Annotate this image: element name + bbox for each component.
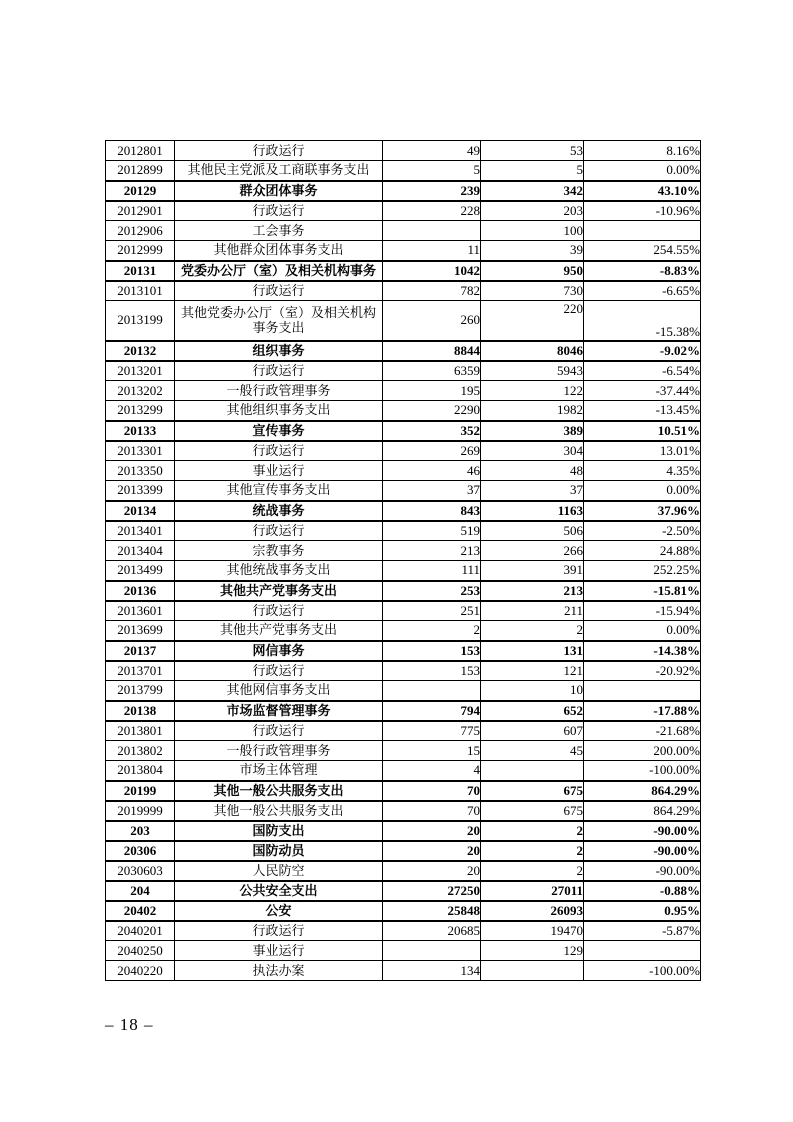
cell-value-current: 2 — [481, 841, 584, 861]
cell-value-current: 391 — [481, 561, 584, 581]
budget-table-body — [106, 141, 701, 981]
cell-value-current: 27011 — [481, 881, 584, 901]
cell-name: 行政运行 — [175, 661, 383, 681]
table-row — [106, 201, 701, 221]
cell-code: 2012999 — [106, 241, 175, 261]
cell-change-pct: 254.55% — [584, 241, 701, 261]
table-row — [106, 881, 701, 901]
cell-change-pct: -9.02% — [584, 341, 701, 361]
cell-change-pct: -17.88% — [584, 701, 701, 721]
cell-code: 2040250 — [106, 941, 175, 961]
cell-value-current: 5 — [481, 161, 584, 181]
cell-value-current: 652 — [481, 701, 584, 721]
table-row — [106, 601, 701, 621]
table-row — [106, 261, 701, 281]
budget-table — [105, 140, 701, 981]
cell-code: 20134 — [106, 501, 175, 521]
table-row — [106, 521, 701, 541]
cell-value-prev: 213 — [383, 541, 481, 561]
cell-change-pct: 4.35% — [584, 461, 701, 481]
cell-name: 事业运行 — [175, 461, 383, 481]
cell-change-pct: 8.16% — [584, 141, 701, 161]
table-row — [106, 141, 701, 161]
cell-code: 2013799 — [106, 681, 175, 701]
cell-value-prev: 239 — [383, 181, 481, 201]
cell-change-pct: -0.88% — [584, 881, 701, 901]
cell-value-current: 2 — [481, 861, 584, 881]
cell-value-prev: 25848 — [383, 901, 481, 921]
cell-code: 20136 — [106, 581, 175, 601]
cell-value-prev: 37 — [383, 481, 481, 501]
table-row — [106, 481, 701, 501]
cell-name: 其他党委办公厅（室）及相关机构事务支出 — [175, 301, 383, 341]
cell-change-pct: -15.94% — [584, 601, 701, 621]
cell-value-prev: 5 — [383, 161, 481, 181]
cell-change-pct: 0.00% — [584, 161, 701, 181]
cell-name: 市场主体管理 — [175, 761, 383, 781]
cell-value-prev: 253 — [383, 581, 481, 601]
cell-code: 2030603 — [106, 861, 175, 881]
cell-name: 行政运行 — [175, 601, 383, 621]
cell-code: 20402 — [106, 901, 175, 921]
cell-value-current: 48 — [481, 461, 584, 481]
cell-name: 一般行政管理事务 — [175, 381, 383, 401]
table-row — [106, 701, 701, 721]
cell-value-current: 2 — [481, 621, 584, 641]
cell-value-current: 37 — [481, 481, 584, 501]
cell-change-pct: -6.54% — [584, 361, 701, 381]
cell-value-prev: 195 — [383, 381, 481, 401]
cell-value-current: 39 — [481, 241, 584, 261]
cell-code: 20129 — [106, 181, 175, 201]
table-row — [106, 621, 701, 641]
cell-value-current: 131 — [481, 641, 584, 661]
cell-change-pct: -90.00% — [584, 841, 701, 861]
cell-code: 20133 — [106, 421, 175, 441]
cell-change-pct: -6.65% — [584, 281, 701, 301]
table-row — [106, 401, 701, 421]
table-row — [106, 161, 701, 181]
cell-change-pct: 10.51% — [584, 421, 701, 441]
cell-value-current: 19470 — [481, 921, 584, 941]
cell-value-current: 506 — [481, 521, 584, 541]
cell-value-prev: 20 — [383, 821, 481, 841]
cell-value-prev: 228 — [383, 201, 481, 221]
cell-value-prev: 260 — [383, 301, 481, 341]
cell-code: 20137 — [106, 641, 175, 661]
cell-value-prev — [383, 681, 481, 701]
cell-change-pct: -15.81% — [584, 581, 701, 601]
cell-code: 2013699 — [106, 621, 175, 641]
cell-value-prev: 46 — [383, 461, 481, 481]
cell-change-pct: -5.87% — [584, 921, 701, 941]
cell-value-current: 266 — [481, 541, 584, 561]
cell-value-current: 213 — [481, 581, 584, 601]
cell-value-current: 342 — [481, 181, 584, 201]
cell-name: 宗教事务 — [175, 541, 383, 561]
cell-change-pct: -8.83% — [584, 261, 701, 281]
cell-change-pct: 37.96% — [584, 501, 701, 521]
cell-value-prev: 134 — [383, 961, 481, 981]
table-row — [106, 761, 701, 781]
table-row — [106, 241, 701, 261]
table-row — [106, 781, 701, 801]
table-row — [106, 441, 701, 461]
page-number: – 18 – — [105, 1015, 154, 1034]
cell-value-current: 950 — [481, 261, 584, 281]
cell-name: 其他共产党事务支出 — [175, 621, 383, 641]
cell-value-prev — [383, 941, 481, 961]
cell-name: 市场监督管理事务 — [175, 701, 383, 721]
table-row — [106, 681, 701, 701]
cell-value-prev: 20 — [383, 861, 481, 881]
cell-value-prev: 269 — [383, 441, 481, 461]
cell-value-current: 45 — [481, 741, 584, 761]
cell-code: 2013101 — [106, 281, 175, 301]
cell-value-prev: 775 — [383, 721, 481, 741]
cell-code: 2013399 — [106, 481, 175, 501]
cell-name: 公安 — [175, 901, 383, 921]
cell-code: 2013499 — [106, 561, 175, 581]
cell-value-current: 730 — [481, 281, 584, 301]
cell-change-pct: -2.50% — [584, 521, 701, 541]
cell-change-pct: -90.00% — [584, 861, 701, 881]
cell-value-current: 304 — [481, 441, 584, 461]
cell-name: 其他一般公共服务支出 — [175, 781, 383, 801]
cell-value-current: 2 — [481, 821, 584, 841]
cell-change-pct: 252.25% — [584, 561, 701, 581]
cell-value-prev: 6359 — [383, 361, 481, 381]
cell-name: 工会事务 — [175, 221, 383, 241]
cell-change-pct — [584, 221, 701, 241]
cell-value-prev: 251 — [383, 601, 481, 621]
cell-code: 2013199 — [106, 301, 175, 341]
cell-code: 2013350 — [106, 461, 175, 481]
cell-name: 行政运行 — [175, 281, 383, 301]
cell-name: 其他一般公共服务支出 — [175, 801, 383, 821]
cell-value-prev: 49 — [383, 141, 481, 161]
table-row — [106, 841, 701, 861]
cell-value-current: 675 — [481, 801, 584, 821]
cell-name: 人民防空 — [175, 861, 383, 881]
cell-value-current: 675 — [481, 781, 584, 801]
cell-name: 统战事务 — [175, 501, 383, 521]
cell-code: 20199 — [106, 781, 175, 801]
cell-code: 2012899 — [106, 161, 175, 181]
cell-value-prev: 1042 — [383, 261, 481, 281]
table-row — [106, 341, 701, 361]
table-row — [106, 741, 701, 761]
table-row — [106, 941, 701, 961]
table-row — [106, 501, 701, 521]
cell-change-pct: 0.00% — [584, 481, 701, 501]
cell-name: 行政运行 — [175, 721, 383, 741]
cell-name: 其他宣传事务支出 — [175, 481, 383, 501]
table-row — [106, 361, 701, 381]
cell-name: 行政运行 — [175, 361, 383, 381]
cell-change-pct: 24.88% — [584, 541, 701, 561]
cell-value-current: 122 — [481, 381, 584, 401]
cell-change-pct: -100.00% — [584, 961, 701, 981]
cell-code: 2040201 — [106, 921, 175, 941]
cell-value-prev: 794 — [383, 701, 481, 721]
cell-code: 2019999 — [106, 801, 175, 821]
cell-value-current: 5943 — [481, 361, 584, 381]
cell-value-current — [481, 961, 584, 981]
cell-value-prev: 2 — [383, 621, 481, 641]
cell-code: 2013601 — [106, 601, 175, 621]
cell-change-pct — [584, 941, 701, 961]
cell-value-prev: 15 — [383, 741, 481, 761]
table-row — [106, 181, 701, 201]
cell-value-current: 8046 — [481, 341, 584, 361]
table-row — [106, 541, 701, 561]
cell-name: 行政运行 — [175, 141, 383, 161]
cell-value-current: 100 — [481, 221, 584, 241]
cell-change-pct: 0.95% — [584, 901, 701, 921]
table-row — [106, 381, 701, 401]
cell-code: 2012801 — [106, 141, 175, 161]
cell-name: 宣传事务 — [175, 421, 383, 441]
cell-value-prev: 153 — [383, 641, 481, 661]
cell-name: 其他组织事务支出 — [175, 401, 383, 421]
cell-value-current: 129 — [481, 941, 584, 961]
table-row — [106, 561, 701, 581]
cell-value-current: 1982 — [481, 401, 584, 421]
table-row — [106, 921, 701, 941]
cell-name: 网信事务 — [175, 641, 383, 661]
cell-name: 行政运行 — [175, 921, 383, 941]
cell-code: 2013801 — [106, 721, 175, 741]
cell-name: 其他共产党事务支出 — [175, 581, 383, 601]
cell-value-prev: 519 — [383, 521, 481, 541]
cell-code: 2012901 — [106, 201, 175, 221]
cell-code: 20138 — [106, 701, 175, 721]
cell-value-prev: 153 — [383, 661, 481, 681]
cell-value-prev: 70 — [383, 781, 481, 801]
cell-value-prev: 2290 — [383, 401, 481, 421]
cell-code: 2013804 — [106, 761, 175, 781]
cell-name: 其他群众团体事务支出 — [175, 241, 383, 261]
cell-change-pct: -14.38% — [584, 641, 701, 661]
cell-value-prev: 782 — [383, 281, 481, 301]
cell-change-pct: 200.00% — [584, 741, 701, 761]
cell-value-current: 10 — [481, 681, 584, 701]
cell-code: 2013301 — [106, 441, 175, 461]
cell-code: 2013201 — [106, 361, 175, 381]
cell-name: 行政运行 — [175, 201, 383, 221]
cell-change-pct: -13.45% — [584, 401, 701, 421]
cell-value-prev: 843 — [383, 501, 481, 521]
cell-code: 203 — [106, 821, 175, 841]
cell-name: 公共安全支出 — [175, 881, 383, 901]
cell-change-pct: -100.00% — [584, 761, 701, 781]
cell-value-prev: 8844 — [383, 341, 481, 361]
cell-code: 2013701 — [106, 661, 175, 681]
cell-name: 一般行政管理事务 — [175, 741, 383, 761]
cell-value-prev: 70 — [383, 801, 481, 821]
cell-value-current: 53 — [481, 141, 584, 161]
cell-value-prev: 111 — [383, 561, 481, 581]
cell-name: 国防动员 — [175, 841, 383, 861]
cell-code: 204 — [106, 881, 175, 901]
cell-change-pct: 0.00% — [584, 621, 701, 641]
cell-change-pct: 864.29% — [584, 801, 701, 821]
table-row — [106, 421, 701, 441]
cell-code: 20132 — [106, 341, 175, 361]
cell-value-prev: 4 — [383, 761, 481, 781]
cell-code: 2013202 — [106, 381, 175, 401]
cell-change-pct: -37.44% — [584, 381, 701, 401]
cell-name: 事业运行 — [175, 941, 383, 961]
cell-change-pct: 864.29% — [584, 781, 701, 801]
cell-name: 执法办案 — [175, 961, 383, 981]
cell-code: 2013404 — [106, 541, 175, 561]
table-row — [106, 721, 701, 741]
table-row — [106, 821, 701, 841]
cell-value-prev: 20 — [383, 841, 481, 861]
cell-name: 行政运行 — [175, 441, 383, 461]
table-row — [106, 861, 701, 881]
cell-name: 党委办公厅（室）及相关机构事务 — [175, 261, 383, 281]
cell-change-pct: -21.68% — [584, 721, 701, 741]
cell-value-current: 26093 — [481, 901, 584, 921]
cell-value-current: 220 — [481, 301, 584, 341]
cell-name: 行政运行 — [175, 521, 383, 541]
cell-value-prev — [383, 221, 481, 241]
cell-name: 群众团体事务 — [175, 181, 383, 201]
cell-code: 20131 — [106, 261, 175, 281]
cell-code: 2040220 — [106, 961, 175, 981]
cell-code: 2012906 — [106, 221, 175, 241]
table-row — [106, 801, 701, 821]
table-row — [106, 901, 701, 921]
cell-value-prev: 352 — [383, 421, 481, 441]
cell-value-current: 211 — [481, 601, 584, 621]
cell-value-current: 389 — [481, 421, 584, 441]
cell-value-prev: 20685 — [383, 921, 481, 941]
cell-change-pct: -90.00% — [584, 821, 701, 841]
cell-code: 2013802 — [106, 741, 175, 761]
cell-code: 2013401 — [106, 521, 175, 541]
cell-change-pct: -15.38% — [584, 301, 701, 341]
cell-value-current — [481, 761, 584, 781]
cell-name: 其他民主党派及工商联事务支出 — [175, 161, 383, 181]
table-row — [106, 461, 701, 481]
cell-change-pct — [584, 681, 701, 701]
table-row — [106, 281, 701, 301]
cell-value-current: 1163 — [481, 501, 584, 521]
cell-change-pct: 43.10% — [584, 181, 701, 201]
cell-value-prev: 11 — [383, 241, 481, 261]
cell-change-pct: -20.92% — [584, 661, 701, 681]
cell-name: 其他统战事务支出 — [175, 561, 383, 581]
cell-value-current: 203 — [481, 201, 584, 221]
cell-name: 组织事务 — [175, 341, 383, 361]
table-row — [106, 221, 701, 241]
cell-name: 国防支出 — [175, 821, 383, 841]
table-row — [106, 961, 701, 981]
table-row — [106, 641, 701, 661]
cell-code: 20306 — [106, 841, 175, 861]
table-row — [106, 661, 701, 681]
cell-value-current: 607 — [481, 721, 584, 741]
cell-name: 其他网信事务支出 — [175, 681, 383, 701]
cell-value-prev: 27250 — [383, 881, 481, 901]
table-row — [106, 581, 701, 601]
cell-code: 2013299 — [106, 401, 175, 421]
table-row — [106, 301, 701, 341]
cell-change-pct: 13.01% — [584, 441, 701, 461]
cell-value-current: 121 — [481, 661, 584, 681]
cell-change-pct: -10.96% — [584, 201, 701, 221]
